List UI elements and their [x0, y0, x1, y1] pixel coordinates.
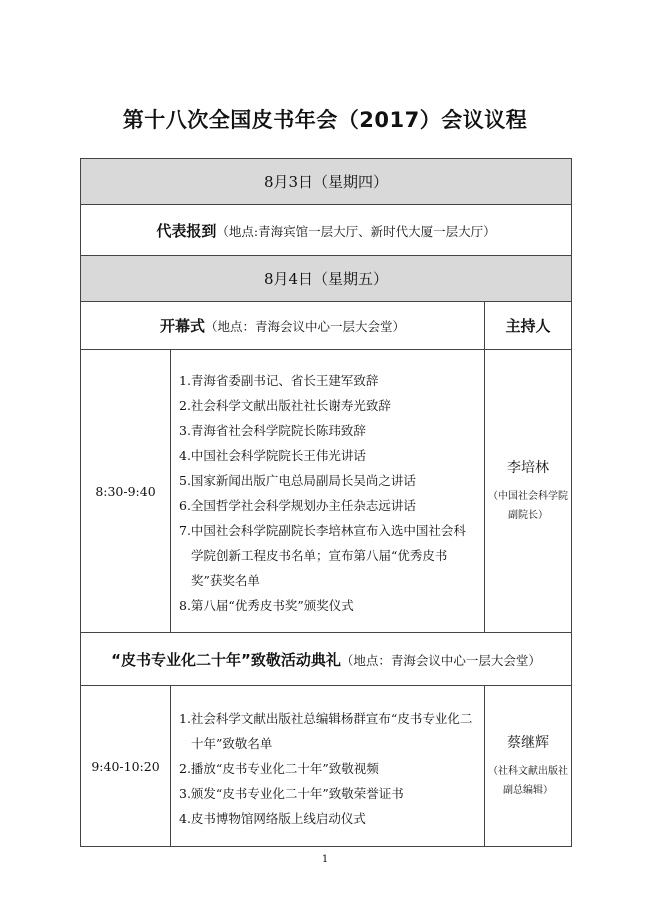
list-item: 1.社会科学文献出版社总编辑杨群宣布“皮书专业化二十年”致敬名单	[179, 710, 473, 751]
session2-row	[81, 686, 572, 847]
session2-time: 9:40-10:20	[81, 686, 171, 847]
opening-row	[81, 302, 572, 350]
page-title: 第十八次全国皮书年会（2017）会议议程	[122, 108, 528, 132]
opening-cell	[81, 302, 485, 350]
list-item: 7.中国社会科学院副院长李培林宣布入选中国社会科学院创新工程皮书名单；宣布第八届“优秀皮书奖”获奖名单	[179, 523, 466, 588]
list-item: 5.国家新闻出版广电总局副局长吴尚之讲话	[179, 473, 416, 488]
day-row-aug3	[81, 159, 572, 205]
host-title: 副院长）	[508, 510, 549, 521]
registration-cell	[81, 205, 572, 256]
day-row-aug4	[81, 256, 572, 302]
ceremony-cell	[81, 633, 572, 686]
list-item: 8.第八届“优秀皮书奖”颁奖仪式	[179, 598, 354, 613]
list-item: 4.皮书博物馆网络版上线启动仪式	[179, 810, 366, 826]
list-item: 4.中国社会科学院院长王伟光讲话	[179, 448, 366, 463]
ceremony-location: （地点：青海会议中心一层大会堂）	[340, 652, 541, 668]
ceremony-title: “皮书专业化二十年”致敬活动典礼	[111, 650, 341, 669]
registration-row	[81, 205, 572, 256]
list-item: 3.颁发“皮书专业化二十年”致敬荣誉证书	[179, 785, 404, 801]
day-header-aug4: 8月4日（星期五）	[81, 256, 572, 302]
list-item: 2.播放“皮书专业化二十年”致敬视频	[179, 760, 379, 776]
session2-items	[171, 686, 485, 847]
session1-host	[485, 350, 572, 633]
opening-title: 开幕式	[159, 317, 205, 335]
registration-location: （地点:青海宾馆一层大厅、新时代大厦一层大厅）	[216, 223, 496, 239]
host-title: （社科文献出版社	[488, 766, 569, 777]
host-name: 蔡继辉	[507, 735, 550, 751]
opening-location: （地点：青海会议中心一层大会堂）	[205, 319, 406, 334]
session1-items	[171, 350, 485, 633]
list-item: 2.社会科学文献出版社社长谢寿光致辞	[179, 398, 391, 413]
day-header-aug3: 8月3日（星期四）	[81, 159, 572, 205]
host-name: 李培林	[507, 460, 550, 476]
ceremony-row	[81, 633, 572, 686]
list-item: 3.青海省社会科学院院长陈玮致辞	[179, 423, 366, 438]
session1-row	[81, 350, 572, 633]
list-item: 6.全国哲学社会科学规划办主任杂志远讲话	[179, 498, 416, 513]
host-column-header: 主持人	[485, 302, 572, 350]
list-item: 1.青海省委副书记、省长王建军致辞	[179, 373, 379, 388]
registration-title: 代表报到	[156, 221, 217, 240]
session2-host	[485, 686, 572, 847]
session1-time: 8:30-9:40	[81, 350, 171, 633]
page-number: 1	[321, 854, 329, 865]
agenda-table	[80, 158, 572, 847]
host-title: 副总编辑）	[503, 785, 554, 796]
host-title: （中国社会科学院	[488, 491, 569, 502]
